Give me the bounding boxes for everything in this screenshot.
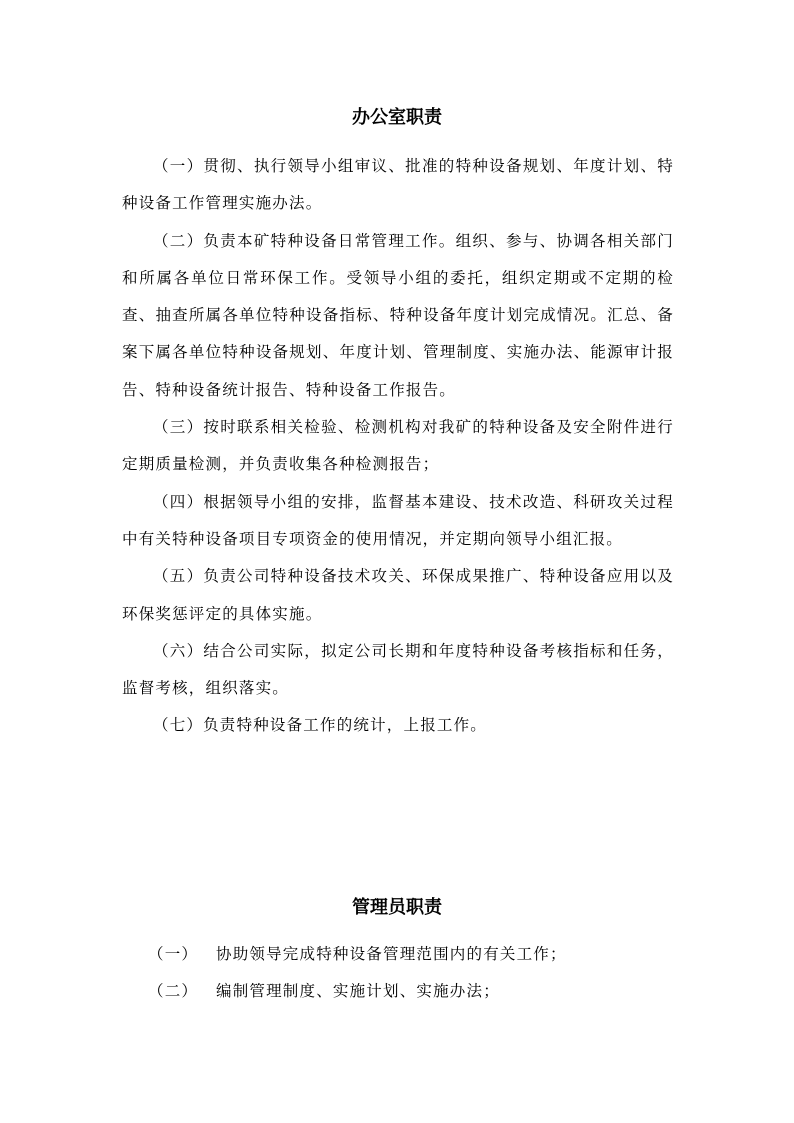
manager-duty-item-1 bbox=[148, 936, 688, 973]
manager-duty-number: （二） bbox=[148, 982, 199, 1001]
office-duty-paragraph-6: （六）结合公司实际，拟定公司长期和年度特种设备考核指标和任务，监督考核，组织落实。 bbox=[122, 641, 674, 698]
office-duty-paragraph-1: （一）贯彻、执行领导小组审议、批准的特种设备规划、年度计划、特种设备工作管理实施办法。 bbox=[122, 157, 674, 213]
office-duties-section bbox=[122, 148, 674, 745]
manager-duty-number: （一） bbox=[148, 945, 199, 963]
manager-duty-text: 协助领导完成特种设备管理范围内的有关工作； bbox=[216, 945, 567, 963]
office-duty-paragraph-5: （五）负责公司特种设备技术攻关、环保成果推广、特种设备应用以及环保奖惩评定的具体实施。 bbox=[122, 567, 674, 623]
manager-duty-text: 编制管理制度、实施计划、实施办法； bbox=[216, 982, 500, 1001]
office-duty-paragraph-3: （三）按时联系相关检验、检测机构对我矿的特种设备及安全附件进行定期质量检测，并负责收集各种检测报告； bbox=[122, 418, 674, 474]
manager-duties-section bbox=[148, 936, 688, 1011]
office-duty-paragraph-2: （二）负责本矿特种设备日常管理工作。组织、参与、协调各相关部门和所属各单位日常环保工作。受领导小组的委托，组织定期或不定期的检查、抽查所属各单位特种设备指标、特种设备年度计划完成情况。汇总、备案下属各单位特种设备规划、年度计划、管理制度、实施办法、能源审计报告、特种设备统计报告、特种设备工作报告。 bbox=[122, 231, 674, 399]
manager-duty-item-2 bbox=[148, 973, 688, 1010]
office-duties-title: 办公室职责 bbox=[352, 107, 442, 128]
office-duty-paragraph-4: （四）根据领导小组的安排，监督基本建设、技术改造、科研攻关过程中有关特种设备项目专项资金的使用情况，并定期向领导小组汇报。 bbox=[122, 492, 674, 548]
office-duty-paragraph-7: （七）负责特种设备工作的统计，上报工作。 bbox=[153, 716, 488, 735]
manager-duties-title: 管理员职责 bbox=[352, 897, 442, 918]
